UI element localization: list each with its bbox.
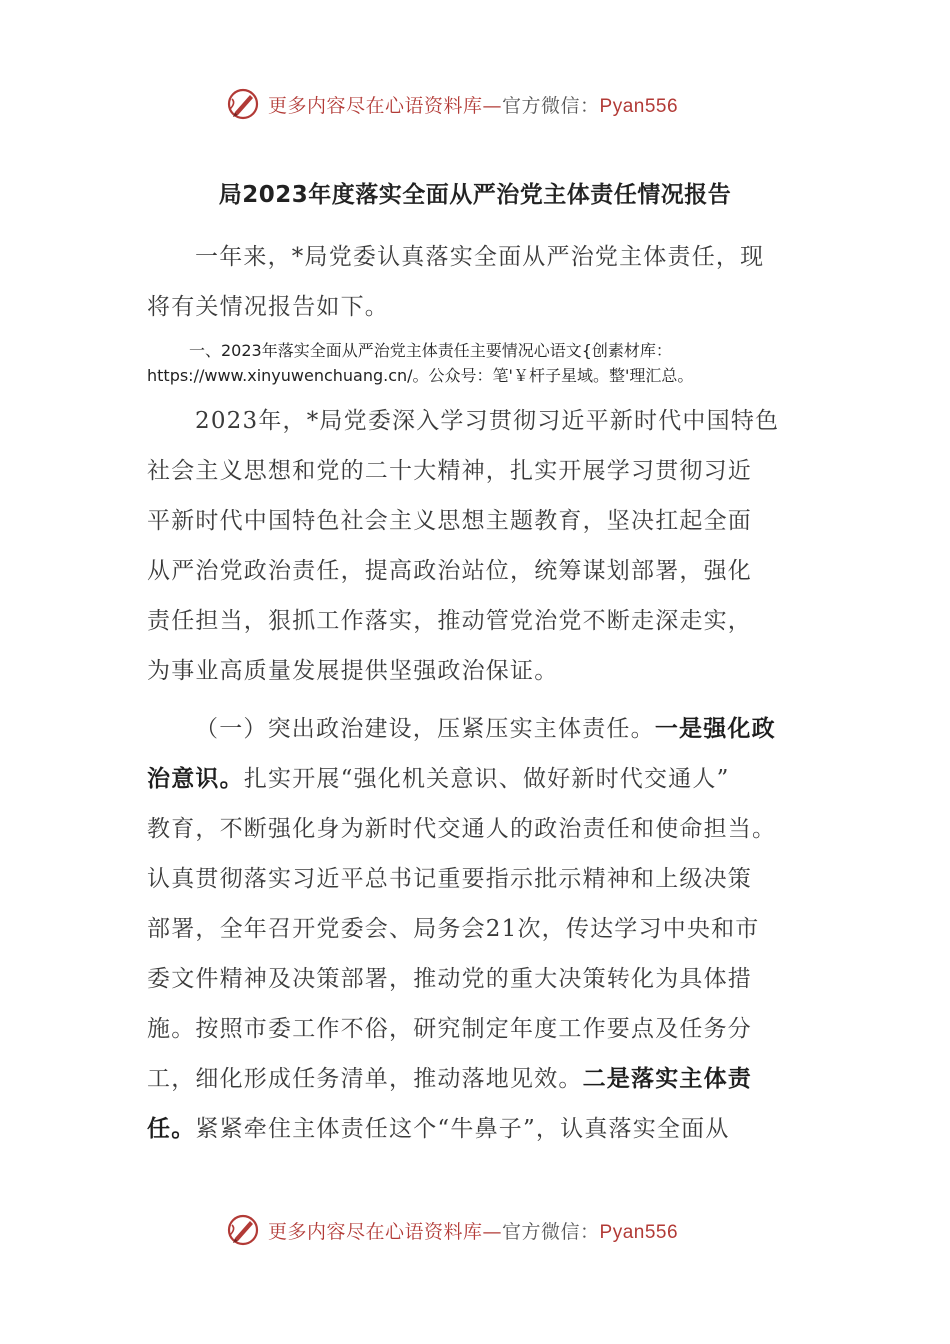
body2-line-8-text: 工，细化形成任务清单，推动落地见效。 [147,1066,583,1092]
bold-point-2-start: 二是落实主体责 [582,1066,753,1092]
body-paragraph-1 [147,396,807,696]
body2-line-9-text: 紧紧牵住主体责任这个“牛鼻子”，认真落实全面从 [195,1116,730,1142]
intro-line-1: 一年来，*局党委认真落实全面从严治党主体责任，现 [195,244,765,270]
banner-official-label: 官方微信： [502,1220,600,1243]
body1-line-3: 平新时代中国特色社会主义思想主题教育，坚决扛起全面 [147,508,752,534]
banner-dash: — [482,94,503,117]
body2-line-4: 认真贯彻落实习近平总书记重要指示批示精神和上级决策 [147,866,752,892]
banner-wechat-id: Pyan556 [599,95,679,117]
bold-point-1-end: 治意识。 [147,766,244,792]
section-heading-note [147,338,807,388]
body2-line-5: 部署，全年召开党委会、局务会21次，传达学习中央和市 [147,916,760,942]
banner-wechat-id: Pyan556 [599,1221,679,1243]
body1-line-6: 为事业高质量发展提供坚强政治保证。 [147,658,559,684]
banner-text [268,91,678,118]
body2-line-9 [147,1104,807,1154]
banner-text [268,1217,678,1244]
banner-official-label: 官方微信： [502,94,600,117]
body1-line-5: 责任担当，狠抓工作落实，推动管党治党不断走深走实， [147,608,752,634]
bold-point-2-end: 任。 [147,1116,196,1142]
body2-line-3: 教育，不断强化身为新时代交通人的政治责任和使命担当。 [147,816,777,842]
body1-line-2: 社会主义思想和党的二十大精神，扎实开展学习贯彻习近 [147,458,752,484]
document-title: 局2023年度落实全面从严治党主体责任情况报告 [218,182,732,208]
body2-line-8 [147,1054,807,1104]
header-banner [226,86,746,122]
pen-logo-icon [226,87,260,121]
body2-line-7: 施。按照市委工作不俗，研究制定年度工作要点及任务分 [147,1016,752,1042]
body2-line-2 [147,754,807,804]
body2-line-2-text: 扎实开展“强化机关意识、做好新时代交通人” [243,766,730,792]
banner-main-text: 更多内容尽在心语资料库 [268,1220,483,1243]
intro-paragraph [147,232,807,332]
banner-dash: — [482,1220,503,1243]
body2-line-1 [147,704,807,754]
pen-logo-icon [226,1213,260,1247]
bold-point-1-start: 一是强化政 [654,716,776,742]
footer-banner [226,1212,746,1248]
body2-line-6: 委文件精神及决策部署，推动党的重大决策转化为具体措 [147,966,752,992]
body1-line-4: 从严治党政治责任，提高政治站位，统筹谋划部署，强化 [147,558,752,584]
note-line-1: 一、2023年落实全面从严治党主体责任主要情况心语文{创素材库： [189,341,672,360]
body-paragraph-2 [147,704,807,1154]
banner-main-text: 更多内容尽在心语资料库 [268,94,483,117]
subsection-heading: （一）突出政治建设，压紧压实主体责任。 [195,716,655,742]
note-line-2: https://www.xinyuwenchuang.cn/。公众号：笔'￥杆子星域。整'理汇总。 [147,366,694,385]
intro-line-2: 将有关情况报告如下。 [147,294,389,320]
body1-line-1: 2023年，*局党委深入学习贯彻习近平新时代中国特色 [195,408,780,434]
